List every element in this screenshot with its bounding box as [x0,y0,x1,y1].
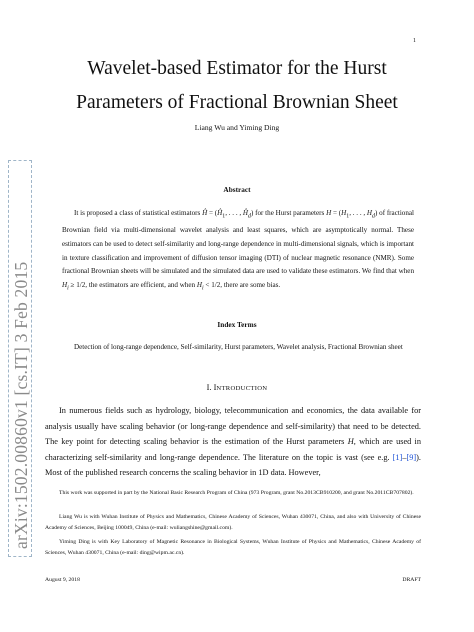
abstract-math: Ĥ [217,209,223,217]
intro-text-part: In numerous fields such as hydrology, biology, telecommunication and economics, the data available for analysis usually have scaling behavior (or long-range dependence and self-similarity) that need to be detected. The key point for detecting scaling behavior is the estimation of the Hurst parameters [45,406,421,447]
index-terms-heading: Index Terms [217,320,257,329]
abstract-math: Ĥ [242,209,249,217]
abstract-math: H [326,209,332,217]
abstract-text-part: It is proposed a class of statistical estimators [74,209,201,217]
footnote-author-1: Liang Wu is with Wuhan Institute of Physics and Mathematics, Chinese Academy of Sciences, Wuhan 430071, China, and also with University of Chinese Academy of Sciences, Beijing 100049, China (e-mail: wuliangshine@gmail.com). [45,514,421,532]
abstract-math: $H_i$ [196,280,204,292]
section-numeral: I. [206,383,212,392]
introduction-paragraph [45,403,421,481]
footnote-author-2: Yiming Ding is with Key Laboratory of Magnetic Resonance in Biological Systems, Wuhan Institute of Physics and Mathematics, Chinese Academy of Sciences, Wuhan 430071, China (e-mail: ding@wipm.ac.cn). [45,539,421,557]
abstract-heading: Abstract [223,185,251,194]
abstract-math: Ĥ [202,209,208,217]
intro-math: H [347,437,354,447]
section-heading-introduction [0,383,474,392]
abstract-text-part: , there are some bias. [220,280,281,289]
arxiv-identifier: arXiv:1502.00860v1 [cs.IT] 3 Feb 2015 [11,261,31,549]
citation-dash: – [402,452,407,462]
abstract-math: $H_i$ [62,280,69,292]
abstract-text-part: , the estimators are efficient, and when [85,280,196,289]
footer-draft-label: DRAFT [402,577,421,583]
index-terms-text: Detection of long-range dependence, Self-similarity, Hurst parameters, Wavelet analysis, Fractional Brownian sheet [74,343,403,351]
citation-link[interactable]: [1] [392,452,403,462]
section-smallcaps: NTRODUCTION [216,385,268,392]
citation-link[interactable]: [9] [406,452,417,462]
section-initial: I [213,383,217,392]
abstract-text-part: for the Hurst parameters [255,209,325,217]
footer-date: August 9, 2018 [45,577,80,583]
abstract-text-part: of fractional Brownian field via multi-dimensional wavelet analysis and least squares, which are asymptotically normal. These estimators can be used to detect self-similarity and long-range dependence in multi-dimensional signals, which is important in texture classification and improvement of diffusion tensor imaging (DTI) of nuclear magnetic resonance (NMR). Some fractional Brownian sheets will be simulated and the simulated data are used to validate these estimators. We find that when [62,209,414,276]
paper-title-line-2: Parameters of Fractional Brownian Sheet [76,92,398,113]
intro-text-part: ). Most of the published research concerns the scaling behavior in 1D data. However, [45,452,421,478]
authors: Liang Wu and Yiming Ding [194,123,280,132]
page-number: 1 [413,38,416,44]
paper-title-line-1: Wavelet-based Estimator for the Hurst [87,58,387,79]
intro-text-part: , which are used in characterizing self-similarity and long-range dependence. The literature on the topic is vast (see e.g. [45,437,422,462]
footnote-funding: This work was supported in part by the National Basic Research Program of China (973 Program, grant No.2013CB910200, and grant No.2011CB707802). [59,490,414,496]
abstract-text: It is proposed a class of statistical estimators Ĥ = ($Ĥ_1$, . . . , $Ĥ_d$) for the Hurst parameters $H = (H_1$, . . . , $H_d$) of fractional Brownian field via multi-dimensional wavelet analysis and least squares, which are asymptotically normal. These estimators can be used to detect self-similarity and long-range dependence in multi-dimensional signals, which is important in texture classification and improvement of diffusion tensor imaging (DTI) of nuclear magnetic resonance (NMR). Some fractional Brownian sheets will be simulated and the simulated data are used to validate these estimators. We find that when $H_i \ge 1/2$, the estimators are efficient, and when $H_i < 1/2$, there are some bias. [62,209,414,292]
